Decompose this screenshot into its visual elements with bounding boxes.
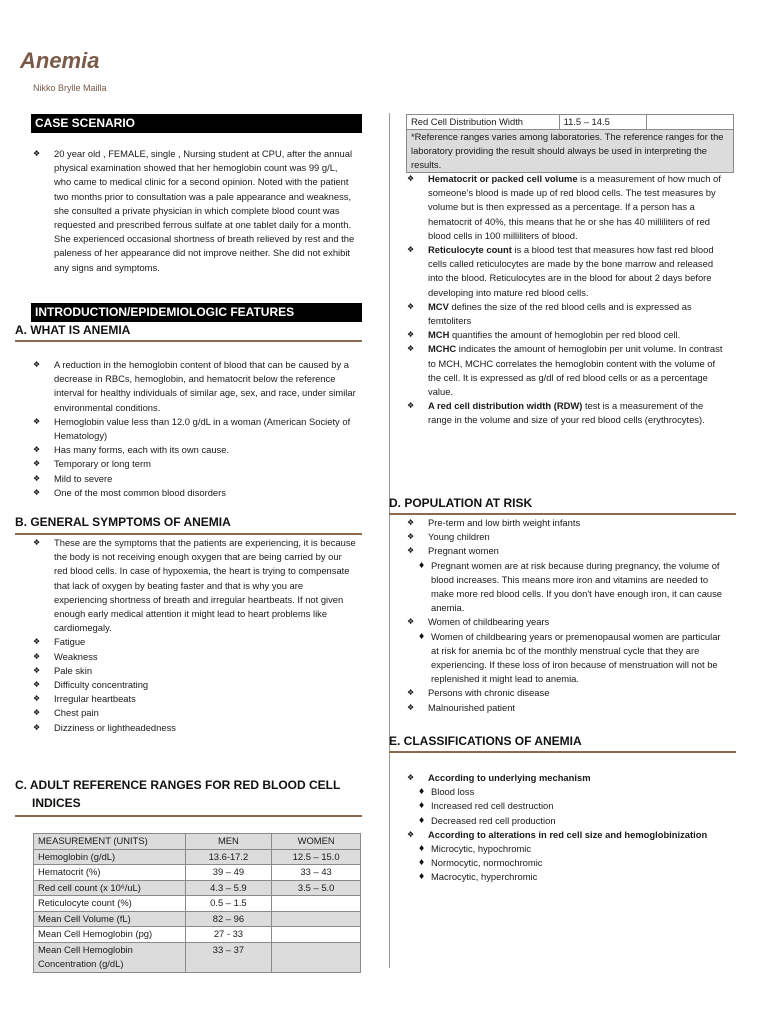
cell: 82 – 96 <box>185 911 272 927</box>
list-item: ❖ Has many forms, each with its own cause. <box>32 443 356 457</box>
cell: 3.5 – 5.0 <box>272 880 361 896</box>
list-subitem: ♦ Increased red cell destruction <box>418 799 728 813</box>
intro-heading: INTRODUCTION/EPIDEMIOLOGIC FEATURES <box>31 303 362 322</box>
table-row <box>34 942 361 972</box>
cell: 33 – 43 <box>272 865 361 881</box>
list-subitem: ♦ Blood loss <box>418 785 728 799</box>
definition-mcv <box>406 300 728 328</box>
table-header-row <box>34 834 361 850</box>
definitions-list <box>406 172 728 428</box>
table-row <box>34 896 361 912</box>
cell: Mean Cell Hemoglobin Concentration (g/dL) <box>34 942 186 972</box>
table-row <box>34 849 361 865</box>
definition-text: is a measurement of how much of someone's blood is made up of red blood cells. The test measures by volume but is then expressed as a percentage. If a person has a hematocrit of 40%, this means that he or she has 40 milliliters of red blood cells in 100 milliliters of blood. <box>428 173 721 241</box>
section-c-heading: C. ADULT REFERENCE RANGES FOR RED BLOOD CELL <box>15 778 341 792</box>
header-women: WOMEN <box>272 834 361 850</box>
table-row <box>34 865 361 881</box>
list-subitem: ♦ Macrocytic, hyperchromic <box>418 870 728 884</box>
symptoms-list <box>32 536 356 735</box>
definition-reticulocyte <box>406 243 728 300</box>
section-e-rule <box>389 751 736 753</box>
section-c-heading-cont: INDICES <box>32 796 81 810</box>
term: MCH <box>428 329 450 341</box>
list-item: ❖ Persons with chronic disease <box>406 686 728 700</box>
list-item: ❖ Pre-term and low birth weight infants <box>406 516 728 530</box>
list-subitem: ♦ Microcytic, hypochromic <box>418 842 728 856</box>
cell: 13.6-17.2 <box>185 849 272 865</box>
cell: Hematocrit (%) <box>34 865 186 881</box>
cell <box>272 896 361 912</box>
table-row <box>34 911 361 927</box>
section-c-rule <box>15 815 362 817</box>
definition-mch <box>406 328 728 342</box>
table-row <box>407 115 734 130</box>
rdw-label: Red Cell Distribution Width <box>407 115 560 130</box>
cell: 33 – 37 <box>185 942 272 972</box>
list-subitem: ♦ Women of childbearing years or premenopausal women are particular at risk for anemia bc of the monthly menstrual cycle that they are experiencing. If these loss of iron because of menstruation will not be replenished it might lead to anemia. <box>418 630 728 687</box>
rdw-table <box>406 114 734 173</box>
population-at-risk-list <box>406 516 728 715</box>
cell: Red cell count (x 10⁶/uL) <box>34 880 186 896</box>
cell: Reticulocyte count (%) <box>34 896 186 912</box>
cell: 27 - 33 <box>185 927 272 943</box>
definition-text: indicates the amount of hemoglobin per unit volume. In contrast to MCH, MCHC correlates the hemoglobin content with the volume of the cell. It is expressed as g/dl of red blood cells or as a percentage value. <box>428 343 723 398</box>
cell: Mean Cell Volume (fL) <box>34 911 186 927</box>
definition-rdw <box>406 399 728 427</box>
anemia-definition-list <box>32 358 356 500</box>
list-item: ❖ According to alterations in red cell size and hemoglobinization <box>406 828 728 842</box>
header-measurement: MEASUREMENT (UNITS) <box>34 834 186 850</box>
list-item: ❖ Weakness <box>32 650 356 664</box>
definition-text: quantifies the amount of hemoglobin per red blood cell. <box>449 329 681 341</box>
table-row <box>34 927 361 943</box>
list-item: ❖ Fatigue <box>32 635 356 649</box>
term: A red cell distribution width (RDW) <box>428 400 583 412</box>
definition-hematocrit <box>406 172 728 243</box>
cell: Hemoglobin (g/dL) <box>34 849 186 865</box>
cell: 39 – 49 <box>185 865 272 881</box>
list-subitem: ♦ Pregnant women are at risk because during pregnancy, the volume of blood increases. This means more iron and vitamins are needed to make more red blood cells. If you don't have enough iron, it can cause anemia. <box>418 559 728 616</box>
term: MCHC <box>428 343 457 355</box>
list-item: ❖ Malnourished patient <box>406 701 728 715</box>
column-divider <box>389 113 390 968</box>
list-subitem: ♦ Decreased red cell production <box>418 814 728 828</box>
table-row <box>34 880 361 896</box>
reference-ranges-table <box>33 833 361 973</box>
cell <box>272 927 361 943</box>
list-item: ❖ Difficulty concentrating <box>32 678 356 692</box>
term: Hematocrit or packed cell volume <box>428 173 578 184</box>
case-scenario-heading: CASE SCENARIO <box>31 114 362 133</box>
list-item: ❖ These are the symptoms that the patients are experiencing, it is because the body is not receiving enough oxygen that are being carried by our red blood cells. In case of hypoxemia, the heart is trying to compensate that lack of oxygen by beating faster and that is why you are experiencing shortness of breath and irregular heartbeats. If not given enough early medical attention it might lead to heart problems like cardiomegaly. <box>32 536 356 635</box>
list-item: ❖ Hemoglobin value less than 12.0 g/dL in a woman (American Society of Hematology) <box>32 415 356 443</box>
cell: Mean Cell Hemoglobin (pg) <box>34 927 186 943</box>
cell <box>272 911 361 927</box>
cell: 0.5 – 1.5 <box>185 896 272 912</box>
table-row <box>407 130 734 173</box>
definition-text: test is a measurement of the range in the volume and size of your red blood cells (erythrocytes). <box>428 400 705 426</box>
list-item: ❖ Women of childbearing years <box>406 615 728 629</box>
case-scenario-list <box>32 147 356 275</box>
section-b-heading: B. GENERAL SYMPTOMS OF ANEMIA <box>15 515 231 529</box>
list-item: ❖ One of the most common blood disorders <box>32 486 356 500</box>
list-subitem: ♦ Normocytic, normochromic <box>418 856 728 870</box>
section-b-rule <box>15 533 362 535</box>
definition-text: is a blood test that measures how fast red blood cells called reticulocytes are made by the bone marrow and released into the blood. Reticulocytes are in the blood for about 2 days before developing into mature red blood cells. <box>428 244 714 298</box>
definition-text: defines the size of the red blood cells and is expressed as femtoliters <box>428 300 692 327</box>
list-item: ❖ A reduction in the hemoglobin content of blood that can be caused by a decrease in RBCs, hemoglobin, and hematocrit below the reference interval for healthy individuals of similar age, sex, and race, under similar environmental conditions. <box>32 358 356 415</box>
document-title: Anemia <box>20 48 100 73</box>
header-men: MEN <box>185 834 272 850</box>
cell: 4.3 – 5.9 <box>185 880 272 896</box>
list-item: ❖ Dizziness or lightheadedness <box>32 721 356 735</box>
list-item: ❖ Pregnant women <box>406 544 728 558</box>
list-item: ❖ Temporary or long term <box>32 457 356 471</box>
definition-mchc <box>406 342 728 399</box>
list-item: ❖ Chest pain <box>32 706 356 720</box>
classifications-list <box>406 771 728 885</box>
section-a-rule <box>15 340 362 342</box>
term: Reticulocyte count <box>428 244 512 256</box>
author-name: Nikko Brylle Mailla <box>33 83 107 93</box>
list-item: ❖ Irregular heartbeats <box>32 692 356 706</box>
reference-note: *Reference ranges varies among laboratories. The reference ranges for the laboratory providing the result should always be used in interpreting the results. <box>407 130 734 173</box>
list-item: ❖ Pale skin <box>32 664 356 678</box>
cell <box>272 942 361 972</box>
list-item: ❖ Mild to severe <box>32 472 356 486</box>
list-item: ❖ According to underlying mechanism <box>406 771 728 785</box>
section-d-rule <box>389 513 736 515</box>
case-scenario-text: ❖ 20 year old , FEMALE, single , Nursing student at CPU, after the annual physical examination showed that her hemoglobin count was 99 g/L, who came to medical clinic for a second opinion. Noted with the patient two months prior to consultation was a pale appearance and weakness, she consulted a private physician in which complete blood count was requested and prescribed ferrous sulfate at one tablet daily for a month. She experienced occasional shortness of breath relieved by rest and the paleness of her appearance did not improve neither. She did not exhibit any signs and symptoms. <box>32 147 356 275</box>
term: MCV <box>428 300 449 312</box>
cell: 12.5 – 15.0 <box>272 849 361 865</box>
section-d-heading: D. POPULATION AT RISK <box>389 496 533 510</box>
rdw-value: 11.5 – 14.5 <box>559 115 647 130</box>
list-item: ❖ Young children <box>406 530 728 544</box>
section-e-heading: E. CLASSIFICATIONS OF ANEMIA <box>389 734 582 748</box>
section-a-heading: A. WHAT IS ANEMIA <box>15 323 131 337</box>
cell <box>647 115 734 130</box>
